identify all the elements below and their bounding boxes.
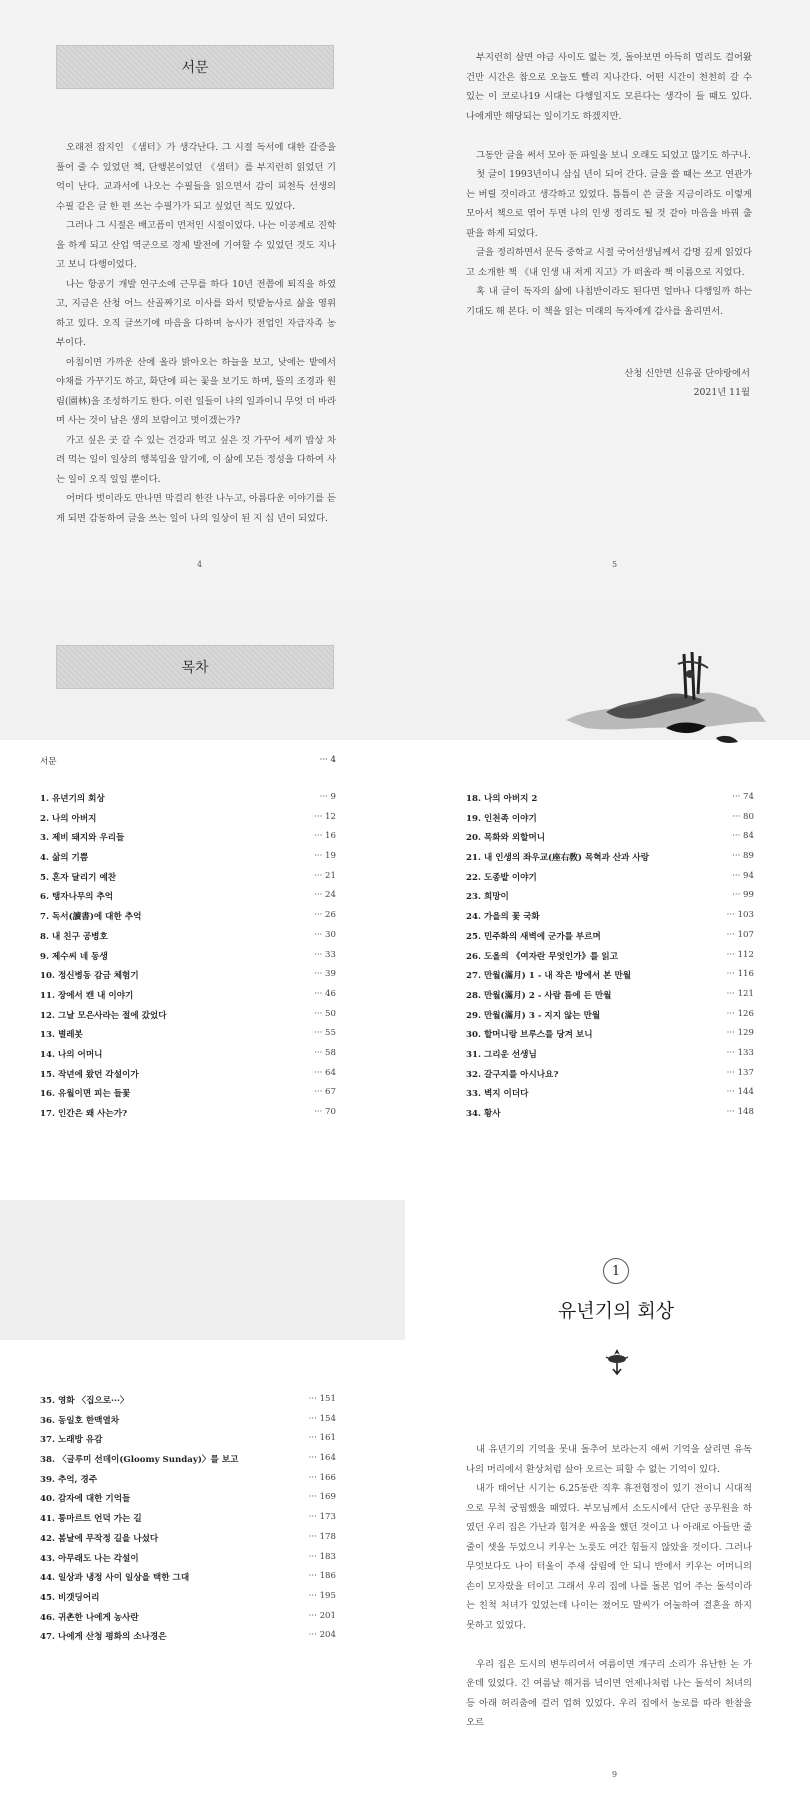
chapter-title: 유년기의 회상 <box>557 1300 675 1322</box>
toc-entry-label: 44. 일상과 냉정 사이 일상을 택한 그대 <box>40 1573 190 1584</box>
paragraph: 그동안 글을 써서 모아 둔 파일을 보니 오래도 되었고 많기도 하구나. <box>476 149 751 161</box>
toc-entry-page: ··· 178 <box>308 1531 336 1542</box>
toc-entry[interactable] <box>466 792 754 812</box>
toc-entry[interactable] <box>466 1048 754 1068</box>
toc-list-left <box>40 792 336 1127</box>
toc-entry-page: ··· 21 <box>314 870 336 881</box>
page-number-right: 5 <box>612 560 618 569</box>
toc-entry-label: 38. 〈글루미 선데이(Gloomy Sunday)〉를 보고 <box>40 1455 239 1466</box>
chapter-number-text: 1 <box>611 1263 621 1279</box>
toc-entry-page: ··· 99 <box>732 890 754 901</box>
toc-heading: 목차 <box>181 660 209 676</box>
toc-entry[interactable] <box>466 812 754 832</box>
toc-entry[interactable] <box>40 1068 336 1088</box>
preface-signature <box>624 364 750 402</box>
toc-entry-label: 30. 할머니랑 브루스를 당겨 보니 <box>466 1030 593 1041</box>
toc-entry-page: ··· 183 <box>308 1551 336 1562</box>
paragraph: 내가 태어난 시기는 6.25동란 직후 휴전협정이 있기 전이니 시대적으로 무척 궁핍했을 때였다. 부모님께서 소도시에서 단단 공무원을 하였던 우리 집은 가난과 힘겨운 싸움을 했던 것이고 나 아래로 아들만 줄줄이 셋을 두었으니 키우는 노릇도 여간 힘들지 않았을 것이다. 그러나 무엇보다도 나이 터울이 주새 삼림에 안 되니 반에서 키우는 어머니의 손이 모자랐을 터이고 그래서 우리 집에 나를 돌본 업어 주는 돌석이라는 친척 처녀가 있었는데 나이는 졌어도 말씨가 어눌하여 결혼을 하지 못하고 있었다. <box>466 1483 752 1631</box>
toc-entry-label: 22. 도종밭 이야기 <box>466 872 537 883</box>
toc-entry-page: ··· 133 <box>726 1047 754 1058</box>
toc-entry[interactable] <box>40 831 336 851</box>
page-number-left: 4 <box>197 560 203 569</box>
toc-entry-page: ··· 204 <box>308 1630 336 1641</box>
paragraph: 우리 집은 도시의 변두리여서 여름이면 개구리 소리가 유난한 논 가운데 있었다. 긴 여름날 해거름 녘이면 언제나처럼 나는 돌석이 처녀의 등 아래 허리춤에 걸러 업혀 있었다. 우리 집에서 농로를 따라 한참을 오르 <box>466 1658 752 1728</box>
toc-entry-label: 20. 목화와 외할머니 <box>466 833 546 844</box>
toc-entry-page: ··· 30 <box>314 929 336 940</box>
toc-entry[interactable] <box>466 1068 754 1088</box>
toc-entry-label: 46. 귀촌한 나에게 농사란 <box>40 1612 139 1623</box>
toc-entry-label: 26. 도올의 《여자란 무엇인가》를 읽고 <box>466 951 619 962</box>
toc-entry-label: 18. 나의 아버지 2 <box>466 794 538 804</box>
toc-entry[interactable] <box>40 1048 336 1068</box>
toc-entry-page: ··· 161 <box>308 1433 336 1444</box>
toc-entry[interactable] <box>40 1433 336 1453</box>
toc-entry-page: ··· 58 <box>314 1047 336 1058</box>
toc-entry[interactable] <box>40 871 336 891</box>
toc-entry-page: ··· 4 <box>319 755 336 765</box>
toc-entry-page: ··· 74 <box>732 792 754 802</box>
toc-entry-page: ··· 144 <box>726 1087 754 1098</box>
toc-entry[interactable] <box>40 792 336 812</box>
toc-entry-page: ··· 137 <box>726 1067 754 1078</box>
toc-entry[interactable] <box>466 831 754 851</box>
toc-entry[interactable] <box>466 969 754 989</box>
paragraph: 나는 항공기 개발 연구소에 근무를 하다 10년 전쯤에 퇴직을 하였고, 지금은 산청 어느 산골짜기로 이사를 와서 텃밭농사로 삶을 영위하고 있다. 오직 글쓰기에 마음을 다하며 농사가 전업인 자급자족 농부이다. <box>56 278 336 348</box>
toc-entry-page: ··· 67 <box>314 1087 336 1098</box>
toc-entry-page: ··· 126 <box>726 1008 754 1019</box>
paragraph: 부지런히 살면 야금 사이도 없는 것, 돌아보면 아득히 멀리도 걸어왔건만 시간은 참으로 오늘도 빨리 지나간다. 어떤 시간이 천천히 갈 수 있는 이 코로나19 시대는 다행일지도 모른다는 생각이 들 때도 있다. 나에게만 해당되는 일이기도 하겠지만. <box>466 52 752 122</box>
toc-entry-label: 33. 벽지 이더다 <box>466 1089 529 1100</box>
signature-date: 2021년 11월 <box>693 387 750 398</box>
toc-entry-label: 36. 동일호 한맥열차 <box>40 1415 120 1426</box>
toc-list-continued <box>40 1394 336 1650</box>
toc-entry[interactable] <box>40 1453 336 1473</box>
toc-entry-label: 17. 인간은 왜 사는가? <box>40 1109 128 1119</box>
toc-entry-page: ··· 84 <box>732 831 754 842</box>
paragraph: 첫 글이 1993년이니 삼십 년이 되어 간다. 글을 쓸 때는 쓰고 연관가는 버릴 것이라고 생각하고 있었다. 틈틈이 쓴 글을 지금이라도 이렇게 모아서 책으로 엮어 두면 나의 인생 정리도 될 것 같아 마음을 바꿔 출판을 하게 되었다. <box>466 169 752 239</box>
toc-entry-label: 14. 나의 어머니 <box>40 1049 103 1060</box>
toc-entry[interactable] <box>40 1473 336 1493</box>
toc-entry-label: 15. 작년에 왔던 각설이가 <box>40 1069 139 1080</box>
toc-entry[interactable] <box>40 930 336 950</box>
toc-entry-label: 2. 나의 아버지 <box>40 813 97 824</box>
toc-entry-label: 37. 노래방 유감 <box>40 1435 103 1446</box>
toc-entry-label: 19. 인천족 이야기 <box>466 813 537 824</box>
toc-entry-label: 9. 제수씨 네 동생 <box>40 951 108 962</box>
paragraph: 그러나 그 시절은 배고픔이 먼저인 시절이었다. 나는 이공계로 진학을 하게 되고 산업 역군으로 경제 발전에 기여할 수 있었던 것도 지나고 보니 다행이었다. <box>56 220 336 270</box>
toc-entry[interactable] <box>40 969 336 989</box>
toc-entry[interactable] <box>40 1492 336 1512</box>
toc-entry-label: 4. 삶의 기쁨 <box>40 853 89 864</box>
toc-entry[interactable] <box>40 989 336 1009</box>
toc-entry-page: ··· 33 <box>314 949 336 960</box>
toc-entry[interactable] <box>40 1009 336 1029</box>
toc-entry[interactable] <box>40 1107 336 1127</box>
toc-entry-label: 43. 아무래도 나는 각설이 <box>40 1553 139 1564</box>
toc-entry[interactable] <box>466 851 754 871</box>
toc-entry-label: 47. 나에게 산청 평화의 소나경은 <box>40 1632 167 1643</box>
page-number-chapter: 9 <box>612 1770 618 1779</box>
toc-entry-page: ··· 116 <box>726 969 754 980</box>
toc-entry-label: 10. 정신병동 감금 체험기 <box>40 971 139 982</box>
toc-entry[interactable] <box>40 1611 336 1631</box>
toc-entry-page: ··· 154 <box>308 1413 336 1424</box>
paragraph: 아침이면 가까운 산에 올라 밝아오는 하늘을 보고, 낮에는 밭에서 야채를 가꾸기도 하고, 화단에 피는 꽃을 보기도 하며, 뜰의 조경과 원림(園林)을 조성하기도 한다. 이런 일들이 나의 일과이니 무엇 더 바라며 사는 것이 남은 생의 보람이고 멋이겠는가? <box>56 356 336 426</box>
toc-entry-preface[interactable] <box>40 755 336 767</box>
toc-entry-page: ··· 148 <box>726 1107 754 1117</box>
toc-heading-box <box>56 645 334 689</box>
chapter-number <box>603 1258 629 1284</box>
toc-entry-label: 11. 장에서 캔 내 이야기 <box>40 990 134 1001</box>
toc-entry-label: 16. 유월이면 피는 들꽃 <box>40 1089 131 1100</box>
toc-entry[interactable] <box>466 871 754 891</box>
toc-entry-label: 서문 <box>40 757 57 767</box>
toc-entry[interactable] <box>40 890 336 910</box>
toc-entry[interactable] <box>466 950 754 970</box>
toc-entry-page: ··· 55 <box>314 1028 336 1039</box>
toc-entry[interactable] <box>40 1630 336 1650</box>
toc-entry[interactable] <box>466 989 754 1009</box>
ink-landscape-illustration <box>566 650 776 760</box>
toc-entry-page: ··· 39 <box>314 969 336 980</box>
toc-entry[interactable] <box>40 812 336 832</box>
toc-entry-label: 27. 만월(滿月) 1 - 내 작은 방에서 본 만월 <box>466 971 632 982</box>
toc-entry-page: ··· 70 <box>314 1107 336 1117</box>
toc-entry-label: 24. 가을의 꽃 국화 <box>466 912 540 923</box>
toc-entry-page: ··· 89 <box>732 851 754 862</box>
paragraph: 가고 싶은 곳 갈 수 있는 건강과 먹고 싶은 것 가꾸어 세끼 밥상 차려 먹는 일이 일상의 행복임을 알기에, 이 삶에 모든 정성을 다하여 사는 일이 오직 일일 뿐이다. <box>56 434 336 485</box>
toc-entry-page: ··· 164 <box>308 1453 336 1464</box>
toc-entry-label: 40. 감자에 대한 기억들 <box>40 1494 131 1505</box>
toc-entry-label: 45. 비갯딩어리 <box>40 1592 100 1603</box>
paragraph: 내 유년기의 기억을 못내 돌추어 보라는지 애써 기억을 살리면 유독 나의 머리에서 환상처럼 살아 오르는 피할 수 없는 기억이 있다. <box>466 1444 752 1475</box>
preface-right-text <box>466 48 752 321</box>
toc-entry-page: ··· 46 <box>314 988 336 999</box>
toc-entry-page: ··· 12 <box>314 811 336 822</box>
toc-entry[interactable] <box>40 1591 336 1611</box>
toc-entry[interactable] <box>40 851 336 871</box>
toc-entry-label: 35. 영화 〈집으로···〉 <box>40 1396 129 1406</box>
toc-entry[interactable] <box>40 1087 336 1107</box>
toc-entry[interactable] <box>40 1414 336 1434</box>
toc-entry-page: ··· 169 <box>308 1492 336 1503</box>
toc-entry[interactable] <box>466 1028 754 1048</box>
toc-entry-label: 5. 혼자 달리기 예찬 <box>40 872 117 883</box>
toc-entry-page: ··· 107 <box>726 929 754 940</box>
toc-entry-page: ··· 121 <box>726 988 754 999</box>
toc-entry-label: 23. 희망이 <box>466 892 509 903</box>
toc-entry[interactable] <box>40 910 336 930</box>
toc-entry-label: 1. 유년기의 회상 <box>40 794 105 804</box>
toc-entry-label: 3. 제비 돼지와 우리들 <box>40 833 125 844</box>
toc-entry[interactable] <box>466 1087 754 1107</box>
chapter-body-text <box>466 1440 752 1733</box>
toc-entry[interactable] <box>466 910 754 930</box>
toc-entry-page: ··· 80 <box>732 811 754 822</box>
toc-entry-page: ··· 16 <box>314 831 336 842</box>
paragraph: 어머다 벗이라도 만나면 막걸리 한잔 나누고, 아름다운 이야기를 듣게 되면 감동하여 글을 쓰는 일이 나의 일상이 된 지 십 년이 되었다. <box>56 493 336 524</box>
toc-entry[interactable] <box>466 1107 754 1127</box>
toc-entry-label: 41. 통마르트 언덕 가는 길 <box>40 1514 142 1525</box>
toc-entry[interactable] <box>40 950 336 970</box>
toc-entry-page: ··· 50 <box>314 1008 336 1019</box>
toc-entry[interactable] <box>40 1512 336 1532</box>
toc-entry-page: ··· 166 <box>308 1472 336 1483</box>
preface-left-text <box>56 138 336 528</box>
preface-heading-box <box>56 45 334 89</box>
toc-entry-page: ··· 94 <box>732 870 754 881</box>
toc-entry-page: ··· 112 <box>726 949 754 960</box>
toc-entry-page: ··· 151 <box>308 1394 336 1404</box>
toc-entry-label: 28. 만월(滿月) 2 - 사람 틈에 든 만월 <box>466 990 612 1001</box>
toc-entry-label: 31. 그리운 선생님 <box>466 1049 537 1060</box>
toc-entry-label: 8. 내 친구 공병호 <box>40 931 108 942</box>
toc-entry-page: ··· 186 <box>308 1571 336 1582</box>
toc-entry-label: 32. 갈구지를 아시나요? <box>466 1069 559 1080</box>
toc-entry-page: ··· 24 <box>314 890 336 901</box>
toc-entry[interactable] <box>40 1552 336 1572</box>
toc-entry-label: 29. 만월(滿月) 3 - 지지 않는 만월 <box>466 1010 601 1021</box>
paragraph: 오래전 잡지인 《샘터》가 생각난다. 그 시절 독서에 대한 갈증을 풀어 줄 수 있었던 책, 단행본이었던 《샘터》를 부지런히 읽었던 기억이 난다. 교과서에 나오는 수필들을 읽으면서 감이 피천득 선생의 수필 같은 글 한 편 쓰는 수필가가 되고 싶었던 적도 있었다. <box>56 142 336 212</box>
toc-entry[interactable] <box>40 1394 336 1414</box>
toc-entry-page: ··· 9 <box>319 792 336 802</box>
toc-entry-label: 6. 탱자나무의 추억 <box>40 892 114 903</box>
toc-entry-page: ··· 64 <box>314 1067 336 1078</box>
signature-place: 산청 신안면 신유골 단야랑에서 <box>624 368 750 379</box>
toc-entry-label: 39. 추억, 경주 <box>40 1474 98 1485</box>
ornament-icon <box>604 1347 630 1377</box>
toc-entry[interactable] <box>466 930 754 950</box>
toc-entry[interactable] <box>40 1571 336 1591</box>
toc-entry-label: 7. 독서(讀書)에 대한 추억 <box>40 912 142 923</box>
toc-entry-label: 34. 황사 <box>466 1109 501 1119</box>
paragraph: 혹 내 글이 독자의 삶에 나침반이라도 된다면 얼마나 다행일까 하는 기대도 해 본다. 이 책을 읽는 미래의 독자에게 감사를 올리면서. <box>466 286 752 317</box>
toc-list-right <box>466 792 754 1127</box>
toc-entry-label: 12. 그날 모은사라는 절에 갔었다 <box>40 1010 167 1021</box>
toc-entry[interactable] <box>466 1009 754 1029</box>
paragraph: 글을 정리하면서 문득 중학교 시절 국어선생님께서 감명 깊게 읽었다고 소개한 책 《내 인생 내 저게 지고》가 떠올라 책 이름으로 지었다. <box>466 247 752 278</box>
toc-entry-page: ··· 173 <box>308 1512 336 1523</box>
toc-entry-page: ··· 195 <box>308 1590 336 1601</box>
preface-heading: 서문 <box>181 60 209 76</box>
toc-entry-page: ··· 201 <box>308 1610 336 1621</box>
toc-entry-page: ··· 129 <box>726 1028 754 1039</box>
toc-entry[interactable] <box>466 890 754 910</box>
toc-entry-label: 42. 봄날에 무작정 길을 나섰다 <box>40 1533 159 1544</box>
toc-entry[interactable] <box>40 1028 336 1048</box>
toc-continued-header-band <box>0 1200 405 1340</box>
toc-entry-page: ··· 26 <box>314 910 336 921</box>
toc-entry-label: 13. 별레봇 <box>40 1030 83 1041</box>
toc-entry-label: 25. 민주화의 새벽에 군가를 부르며 <box>466 931 601 942</box>
toc-entry-page: ··· 103 <box>726 910 754 921</box>
toc-entry[interactable] <box>40 1532 336 1552</box>
toc-entry-page: ··· 19 <box>314 851 336 862</box>
toc-entry-label: 21. 내 인생의 좌우교(座右敎) 목혁과 산과 사랑 <box>466 853 650 864</box>
